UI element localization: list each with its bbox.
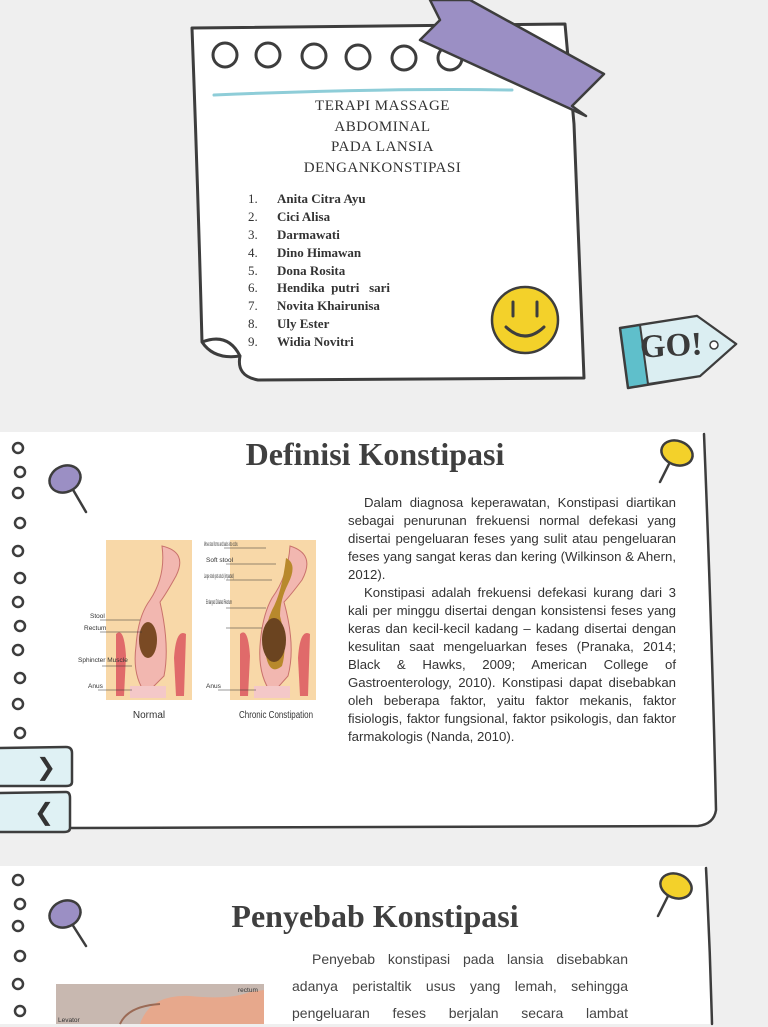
member-item: 4. Dino Himawan [248,244,362,260]
diagram-label: Anus [88,683,103,690]
diagram-label: Soft stool [206,557,234,564]
member-item: 3. Darmawati [248,226,340,242]
diagram-label: Levator [58,1017,80,1024]
member-item: 9. Widia Novitri [248,334,354,350]
next-slide-button[interactable]: ❯ [36,753,57,781]
title-line: DENGANKONSTIPASI [303,159,462,176]
member-item: 7. Novita Khairunisa [248,298,380,314]
diagram-label: rectum [238,987,258,994]
cause-text [292,946,628,1027]
member-list [248,190,390,351]
anatomy-image [56,984,264,1024]
title-slide [0,0,768,418]
title-line: TERAPI MASSAGE [315,98,450,114]
diagram-label: Enlarged Dilated Rectum [206,599,232,606]
title-line: PADA LANSIA [331,139,434,155]
diagram-caption: Normal [132,710,166,721]
smiley-icon [492,287,558,353]
diagram-label: Stool [90,613,105,620]
go-button[interactable]: GO! [639,326,704,366]
member-item: 1. Anita Citra Ayu [248,191,366,206]
member-item: 6. Hendika putri sari [248,280,391,296]
presentation-title [260,96,505,178]
constipation-illustration [76,536,322,736]
paragraph: Penyebab konstipasi pada lansia disebabkan adanya peristaltik usus yang lemah, sehingga pengeluaran feses berjalan secara lambat [292,951,628,1021]
member-item: 5. Dona Rosita [248,262,346,278]
diagram-label: Rectum [84,625,107,632]
slide-title: Penyebab Konstipasi [231,898,519,934]
slide-title: Definisi Konstipasi [245,436,505,472]
paragraph: Dalam diagnosa keperawatan, Konstipasi diartikan sebagai penurunan frekuensi normal defekasi yang disertai pengeluaran feses yang sulit atau pengeluaran feses yang sangat keras dan kering (Wilkinson & Ahern, 2012). [348,495,676,582]
member-item: 2. Cici Alisa [248,208,331,224]
paragraph: Konstipasi adalah frekuensi defekasi kurang dari 3 kali per minggu disertai dengan konsistensi feses yang keras dan kecil-kecil kadang – kadang disertai dengan kesulitan saat mengeluarkan feses (Pranaka, 2014; Black & Hawks, 2009; American College of Gastroenterology, 2010). Konstipasi dapat disebabkan oleh beberapa faktor, yaitu faktor mekanis, faktor fisiologis, faktor fungsional, faktor psikologis, dan faktor farmakologis (Nanda, 2010). [348,585,676,744]
title-line: ABDOMINAL [334,118,431,135]
diagram-label: Sphincter Muscle [78,657,128,664]
diagram-label: Anus [206,683,221,690]
cause-slide [0,866,768,1024]
definition-slide [0,432,768,832]
diagram-label: Large stool gets stuck (impacted) [204,573,234,580]
diagram-label: Move stool forms and backs into colon. [204,541,239,548]
prev-slide-button[interactable]: ❮ [34,798,55,826]
diagram-caption: Chronic Constipation [239,710,313,721]
definition-text [348,494,676,746]
member-item: 8. Uly Ester [248,316,330,332]
